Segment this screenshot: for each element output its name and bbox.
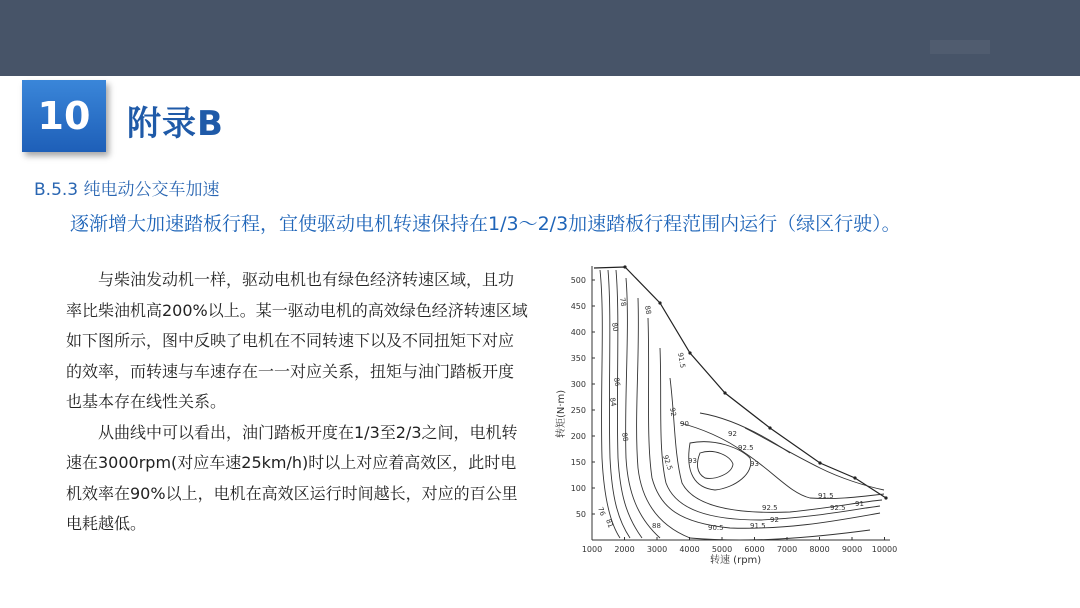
y-tick-label: 250 xyxy=(570,406,586,415)
svg-text:91: 91 xyxy=(855,500,864,508)
svg-text:90: 90 xyxy=(680,420,689,428)
y-tick-label: 300 xyxy=(570,380,586,389)
svg-text:93: 93 xyxy=(750,460,759,468)
svg-text:88: 88 xyxy=(652,522,661,530)
svg-text:84: 84 xyxy=(608,396,618,408)
x-tick-label: 9000 xyxy=(841,545,863,554)
svg-text:80: 80 xyxy=(610,321,620,333)
lead-sentence: 逐渐增大加速踏板行程，宜使驱动电机转速保持在1/3～2/3加速踏板行程范围内运行（绿区行驶）。 xyxy=(70,213,901,235)
svg-text:92.5: 92.5 xyxy=(762,504,778,512)
paragraph-1: 与柴油发动机一样，驱动电机也有绿色经济转速区域，且功率比柴油机高200%以上。某一驱动电机的高效绿色经济转速区域如下图所示，图中反映了电机在不同转速下以及不同扭矩下对应的效率，而转速与车速存在一一对应关系，扭矩与油门踏板开度也基本存在线性关系。 xyxy=(66,270,528,411)
svg-text:88: 88 xyxy=(643,304,653,316)
page-title: 附录B xyxy=(127,104,224,144)
y-tick-label: 400 xyxy=(570,328,586,337)
y-tick-label: 350 xyxy=(570,354,586,363)
x-tick-label: 4000 xyxy=(679,545,700,554)
y-axis-ticks xyxy=(571,276,595,519)
svg-text:91.5: 91.5 xyxy=(750,522,766,530)
x-tick-label: 10000 xyxy=(871,545,898,554)
contour-labels xyxy=(596,297,864,532)
svg-text:92: 92 xyxy=(728,430,737,438)
svg-text:91.5: 91.5 xyxy=(818,492,834,500)
y-tick-label: 50 xyxy=(575,510,586,519)
svg-text:78: 78 xyxy=(618,296,628,308)
x-tick-label: 5000 xyxy=(711,545,733,554)
x-tick-label: 8000 xyxy=(809,545,830,554)
svg-text:91.5: 91.5 xyxy=(676,351,687,369)
y-tick-label: 450 xyxy=(570,302,586,311)
header-bar xyxy=(0,0,1080,76)
x-axis-label: 转速 (rpm) xyxy=(710,555,762,566)
y-tick-label: 500 xyxy=(570,276,586,285)
svg-text:92.5: 92.5 xyxy=(661,453,674,472)
efficiency-map-figure xyxy=(550,258,910,568)
y-tick-label: 100 xyxy=(570,484,586,493)
x-tick-label: 3000 xyxy=(646,545,668,554)
svg-text:93: 93 xyxy=(688,457,697,465)
svg-text:88: 88 xyxy=(620,431,630,443)
y-tick-label: 150 xyxy=(570,458,586,467)
x-tick-label: 6000 xyxy=(744,545,765,554)
svg-text:92.5: 92.5 xyxy=(738,444,754,452)
svg-text:90.5: 90.5 xyxy=(708,524,724,532)
svg-text:86: 86 xyxy=(612,376,622,388)
x-tick-label: 1000 xyxy=(581,545,603,554)
paragraph-2: 从曲线中可以看出，油门踏板开度在1/3至2/3之间，电机转速在3000rpm(对应车速25km/h)时以上对应着高效区，此时电机效率在90%以上，电机在高效区运行时间越长，对应的百公里电耗越低。 xyxy=(66,422,518,533)
x-tick-label: 7000 xyxy=(776,545,798,554)
header-decoration xyxy=(930,40,990,54)
svg-text:76: 76 xyxy=(596,505,607,518)
efficiency-map-svg xyxy=(550,258,910,568)
section-number-badge: 10 xyxy=(22,80,106,152)
x-tick-label: 2000 xyxy=(614,545,635,554)
svg-text:92: 92 xyxy=(770,516,779,524)
svg-text:81: 81 xyxy=(604,517,615,530)
efficiency-contours xyxy=(600,270,884,540)
y-axis-label: 转矩(N·m) xyxy=(556,389,567,438)
svg-text:92: 92 xyxy=(668,406,678,418)
y-tick-label: 200 xyxy=(570,432,586,441)
svg-text:92.5: 92.5 xyxy=(830,504,846,512)
body-text xyxy=(66,265,528,540)
section-subheading: B.5.3 纯电动公交车加速 xyxy=(34,180,220,200)
